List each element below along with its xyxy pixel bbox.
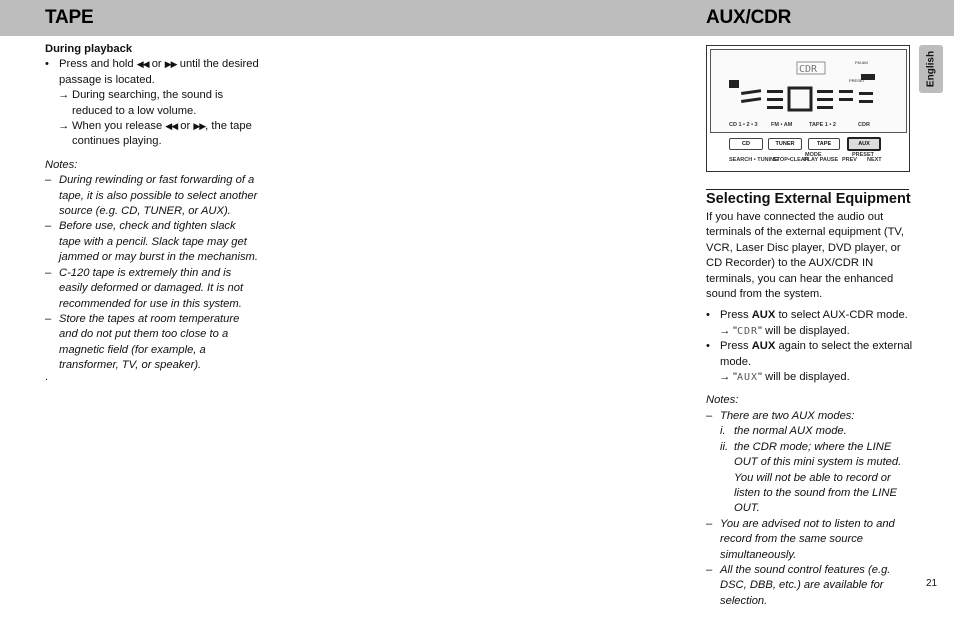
arrow-note-searching: → During searching, the sound is reduced to a low volume. — [58, 89, 224, 117]
arrow-icon: → — [58, 120, 70, 133]
arrow-icon: → — [719, 371, 731, 384]
tape-note-item: – During rewinding or fast forwarding of a tape, it is also possible to select another source (e.g. CD, TUNER, or AUX). — [45, 174, 258, 218]
lcd-cdr-text: CDR — [736, 325, 759, 337]
tape-button-illustration: TAPE — [808, 138, 840, 150]
arrow-icon: → — [58, 89, 70, 102]
lcd-display-illustration — [710, 49, 907, 133]
aux-note-item: – All the sound control features (e.g. DSC, DBB, etc.) are available for selection. — [706, 563, 891, 607]
svg-text:PRESET: PRESET — [849, 78, 866, 83]
aux-key-label: AUX — [751, 309, 776, 322]
page-title-aux-cdr: AUX/CDR — [706, 7, 792, 28]
during-playback-heading: During playback — [45, 43, 133, 55]
aux-notes-label: Notes: — [706, 394, 739, 407]
lcd-segments-graphic — [711, 50, 906, 132]
aux-bullet-select-external: • Press AUX again to select the external mode. — [706, 339, 914, 370]
arrow-aux-displayed: → "AUX" will be displayed. — [706, 370, 914, 385]
section-title: Selecting External Equipment — [706, 191, 911, 207]
section-divider — [706, 189, 909, 190]
press-hold-instruction: • Press and hold ◀◀ or ▶▶ until the desired passage is located. — [45, 57, 260, 88]
next-label: NEXT — [867, 157, 882, 163]
fast-forward-icon: ▶▶ — [164, 59, 177, 70]
rewind-icon: ◀◀ — [136, 59, 149, 70]
language-tab — [919, 45, 943, 93]
aux-bullet-select-cdr: • Press AUX to select AUX-CDR mode. — [706, 308, 914, 323]
aux-button-illustration: AUX — [847, 137, 881, 151]
rewind-icon: ◀◀ — [165, 121, 178, 132]
stop-clear-label: STOP•CLEAR — [773, 157, 809, 163]
source-label-tape: TAPE 1 • 2 — [809, 122, 836, 128]
tape-note-item: – C-120 tape is extremely thin and is easily deformed or damaged. It is not recommended for use in this system. — [45, 266, 244, 310]
page-title-tape: TAPE — [45, 7, 94, 28]
aux-note-item: – There are two AUX modes: — [706, 409, 855, 422]
preset-label: PRESET — [852, 152, 875, 158]
prev-label: PREV — [842, 157, 857, 163]
tape-notes-label: Notes: — [45, 158, 78, 171]
lcd-aux-text: AUX — [736, 372, 759, 384]
arrow-icon: → — [719, 324, 731, 337]
aux-section — [706, 210, 914, 609]
svg-text:FM AM: FM AM — [855, 60, 868, 65]
svg-text:CDR: CDR — [799, 64, 818, 75]
aux-note-subitem: ii. the CDR mode; where the LINE OUT of this mini system is muted. You will not be able to record or listen to the sound from the LINE OUT. — [720, 440, 902, 515]
fast-forward-icon: ▶▶ — [193, 121, 206, 132]
aux-note-item: – You are advised not to listen to and record from the same source simultaneously. — [706, 517, 895, 561]
aux-intro-paragraph: If you have connected the audio out terminals of the external equipment (TV, VCR, Laser Disc player, DVD player, or CD Recorder) to the AUX/CDR IN terminals, you can hear the enhanced sound from the system. — [706, 211, 904, 301]
tape-section — [45, 42, 260, 374]
header-bar-right — [477, 0, 954, 36]
tape-note-item: – Before use, check and tighten slack tape with a pencil. Slack tape may get jammed or may burst in the mechanism. — [45, 220, 258, 264]
arrow-cdr-displayed: → "CDR" will be displayed. — [706, 324, 914, 339]
source-label-cd: CD 1 • 2 • 3 — [729, 122, 758, 128]
tape-note-item: – Store the tapes at room temperature and do not put them too close to a magnetic field (for example, a transformer, TV, or speaker). — [45, 312, 240, 372]
trailing-dot: . — [45, 371, 49, 383]
page-number: 21 — [926, 578, 938, 589]
search-tuning-label: SEARCH • TUNING — [729, 157, 779, 163]
cd-button-illustration: CD — [729, 138, 763, 150]
play-pause-label: PLAY PAUSE — [804, 157, 839, 163]
source-label-cdr: CDR — [858, 122, 870, 128]
tuner-button-illustration: TUNER — [768, 138, 802, 150]
aux-note-subitem: i. the normal AUX mode. — [720, 425, 847, 438]
mode-label: MODE — [805, 152, 822, 158]
language-tab-label: English — [925, 50, 937, 88]
aux-key-label: AUX — [751, 340, 776, 353]
header-bar-left — [0, 0, 477, 36]
device-front-panel-illustration — [706, 45, 910, 172]
source-label-fm-am: FM • AM — [771, 122, 793, 128]
arrow-note-release: → When you release ◀◀ or ▶▶, the tape continues playing. — [58, 120, 252, 148]
